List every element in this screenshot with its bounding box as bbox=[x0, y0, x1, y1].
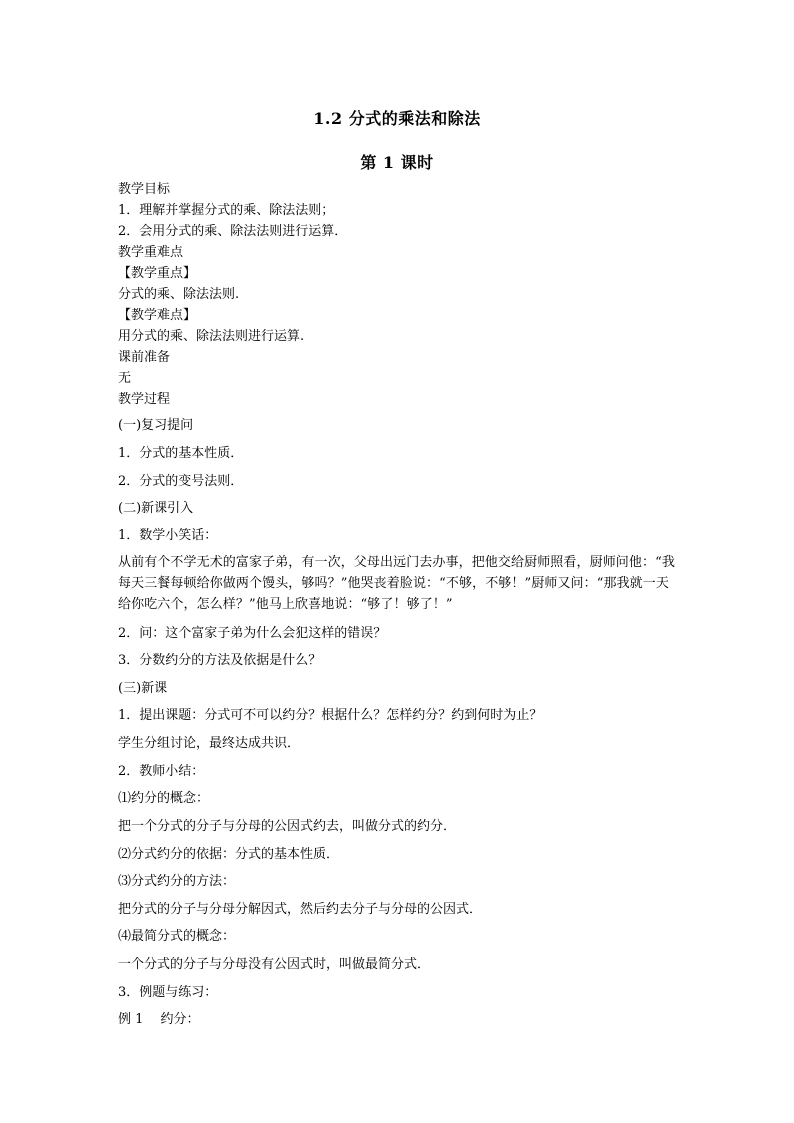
preparation-text: 无 bbox=[118, 371, 132, 386]
example-1-label: 例 1 约分： bbox=[118, 1012, 200, 1027]
concept-4-text: 一个分式的分子与分母没有公因式时，叫做最简分式． bbox=[118, 957, 431, 972]
lesson-item-2: 2．教师小结： bbox=[118, 764, 205, 779]
review-item-2: 2．分式的变号法则． bbox=[118, 474, 244, 489]
objective-1: 1．理解并掌握分式的乘、除法法则； bbox=[118, 203, 335, 218]
section-heading-key-points: 教学重难点 bbox=[118, 245, 184, 260]
subheading-new-lesson: (三)新课 bbox=[118, 681, 168, 696]
section-heading-objectives: 教学目标 bbox=[118, 182, 171, 197]
intro-item-2: 2．问：这个富家子弟为什么会犯这样的错误？ bbox=[118, 626, 387, 641]
subheading-focus: 【教学重点】 bbox=[118, 266, 197, 281]
concept-4-heading: ⑷最简分式的概念： bbox=[118, 929, 236, 944]
focus-text: 分式的乘、除法法则. bbox=[118, 287, 240, 302]
subheading-review: (一)复习提问 bbox=[118, 418, 194, 433]
review-item-1: 1．分式的基本性质． bbox=[118, 446, 244, 461]
story-paragraph: 从前有个不学无术的富家子弟，有一次，父母出远门去办事，把他交给厨师照看，厨师问他：“我每天三餐每顿给你做两个馒头，够吗？”他哭丧着脸说：“不够，不够！”厨师又问：“那我就一天给你吃六个，怎么样？”他马上欣喜地说：“够了！够了！” bbox=[118, 555, 675, 612]
concept-1-text: 把一个分式的分子与分母的公因式约去，叫做分式的约分． bbox=[118, 819, 457, 834]
lesson-subtitle: 第 1 课时 bbox=[360, 153, 434, 172]
intro-item-1: 1．数学小笑话： bbox=[118, 528, 218, 543]
subheading-introduction: (二)新课引入 bbox=[118, 501, 194, 516]
lesson-item-1: 1．提出课题：分式可不可以约分？根据什么？怎样约分？约到何时为止？ bbox=[118, 708, 543, 723]
concept-3-text: 把分式的分子与分母分解因式，然后约去分子与分母的公因式． bbox=[118, 902, 483, 917]
lesson-text-discussion: 学生分组讨论，最终达成共识． bbox=[118, 736, 301, 751]
intro-item-3: 3．分数约分的方法及依据是什么？ bbox=[118, 653, 322, 668]
concept-2: ⑵分式约分的依据：分式的基本性质． bbox=[118, 847, 340, 862]
section-heading-process: 教学过程 bbox=[118, 392, 171, 407]
objective-2: 2．会用分式的乘、除法法则进行运算． bbox=[118, 224, 348, 239]
concept-1-heading: ⑴约分的概念： bbox=[118, 791, 210, 806]
document-title: 1.2 分式的乘法和除法 bbox=[313, 109, 481, 128]
section-heading-preparation: 课前准备 bbox=[118, 350, 171, 365]
difficulty-text: 用分式的乘、除法法则进行运算. bbox=[118, 329, 305, 344]
concept-3-heading: ⑶分式约分的方法： bbox=[118, 874, 236, 889]
subheading-difficulty: 【教学难点】 bbox=[118, 308, 197, 323]
lesson-item-3: 3．例题与练习： bbox=[118, 985, 218, 1000]
